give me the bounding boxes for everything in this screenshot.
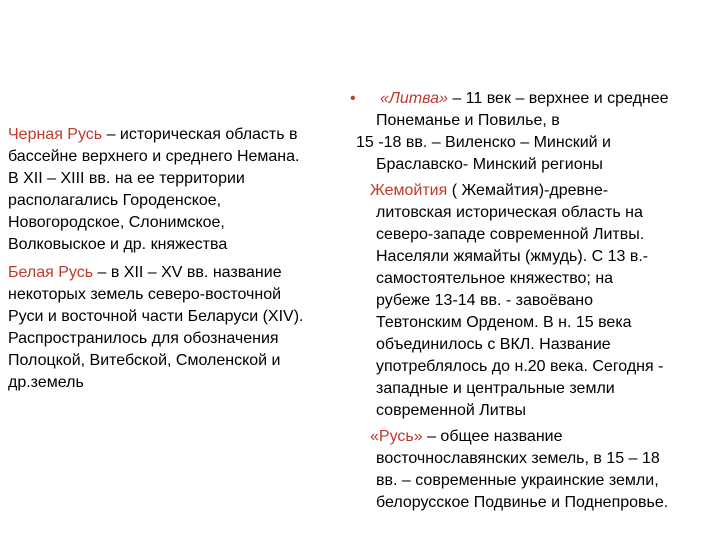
black-rus-line-5: Новогородское, Слонимское,	[8, 214, 225, 231]
zhemoitia-line-6: рубеже 13-14 вв. - завоёвано	[376, 292, 593, 309]
zhemoitia-line-2: литовская историческая область на	[376, 204, 643, 221]
rus-term: «Русь»	[370, 428, 423, 445]
black-rus-line-4: располагались Городенское,	[8, 192, 222, 209]
black-rus-line-2: бассейне верхнего и среднего Немана.	[8, 148, 300, 165]
white-rus-line-2: некоторых земель северо-восточной	[8, 286, 282, 303]
white-rus-line-1	[8, 262, 282, 284]
zhemoitia-line-7: Тевтонским Орденом. В н. 15 века	[376, 314, 632, 331]
zhemoitia-line-1-text: ( Жемайтия)-древне-	[447, 182, 609, 199]
rus-line-1	[370, 426, 562, 448]
zhemoitia-line-11: современной Литвы	[376, 402, 526, 419]
zhemoitia-line-9: употреблялось до н.20 века. Сегодня -	[376, 358, 664, 375]
zhemoitia-line-5: самостоятельное княжество; на	[376, 270, 614, 287]
black-rus-term: Черная Русь	[8, 126, 103, 143]
black-rus-line-1-text: – историческая область в	[102, 126, 298, 143]
black-rus-line-6: Волковыское и др. княжества	[8, 236, 228, 253]
white-rus-line-5: Полоцкой, Витебской, Смоленской и	[8, 352, 281, 369]
white-rus-line-1-text: – в XII – XV вв. название	[93, 264, 282, 281]
white-rus-line-3: Руси и восточной части Беларуси (XIV).	[8, 308, 304, 325]
zhemoitia-line-4: Населяли жямайты (жмудь). С 13 в.-	[376, 248, 649, 265]
litva-line-2: Понеманье и Повилье, в	[376, 112, 560, 129]
rus-line-3: вв. – современные украинские земли,	[376, 472, 659, 489]
black-rus-line-3: В XII – XIII вв. на ее территории	[8, 170, 245, 187]
zhemoitia-line-1	[370, 180, 608, 202]
litva-term: «Литва»	[380, 90, 448, 107]
white-rus-line-6: др.земель	[8, 374, 84, 391]
rus-line-1-text: – общее название	[422, 428, 563, 445]
zhemoitia-line-3: северо-западе современной Литвы.	[376, 226, 645, 243]
litva-line-1-text: – 11 век – верхнее и среднее	[447, 90, 669, 107]
litva-line-1	[380, 88, 669, 110]
white-rus-term: Белая Русь	[8, 264, 94, 281]
rus-line-4: белорусское Подвинье и Поднепровье.	[376, 494, 669, 511]
bullet-icon: •	[350, 90, 356, 107]
litva-line-3: 15 -18 вв. – Виленско – Минский и	[356, 134, 611, 151]
black-rus-line-1	[8, 124, 298, 146]
litva-line-4: Браславско- Минский регионы	[376, 156, 603, 173]
rus-line-2: восточнославянских земель, в 15 – 18	[376, 450, 660, 467]
zhemoitia-line-8: объединилось с ВКЛ. Название	[376, 336, 611, 353]
zhemoitia-line-10: западные и центральные земли	[376, 380, 615, 397]
white-rus-line-4: Распространилось для обозначения	[8, 330, 279, 347]
zhemoitia-term: Жемойтия	[370, 182, 448, 199]
